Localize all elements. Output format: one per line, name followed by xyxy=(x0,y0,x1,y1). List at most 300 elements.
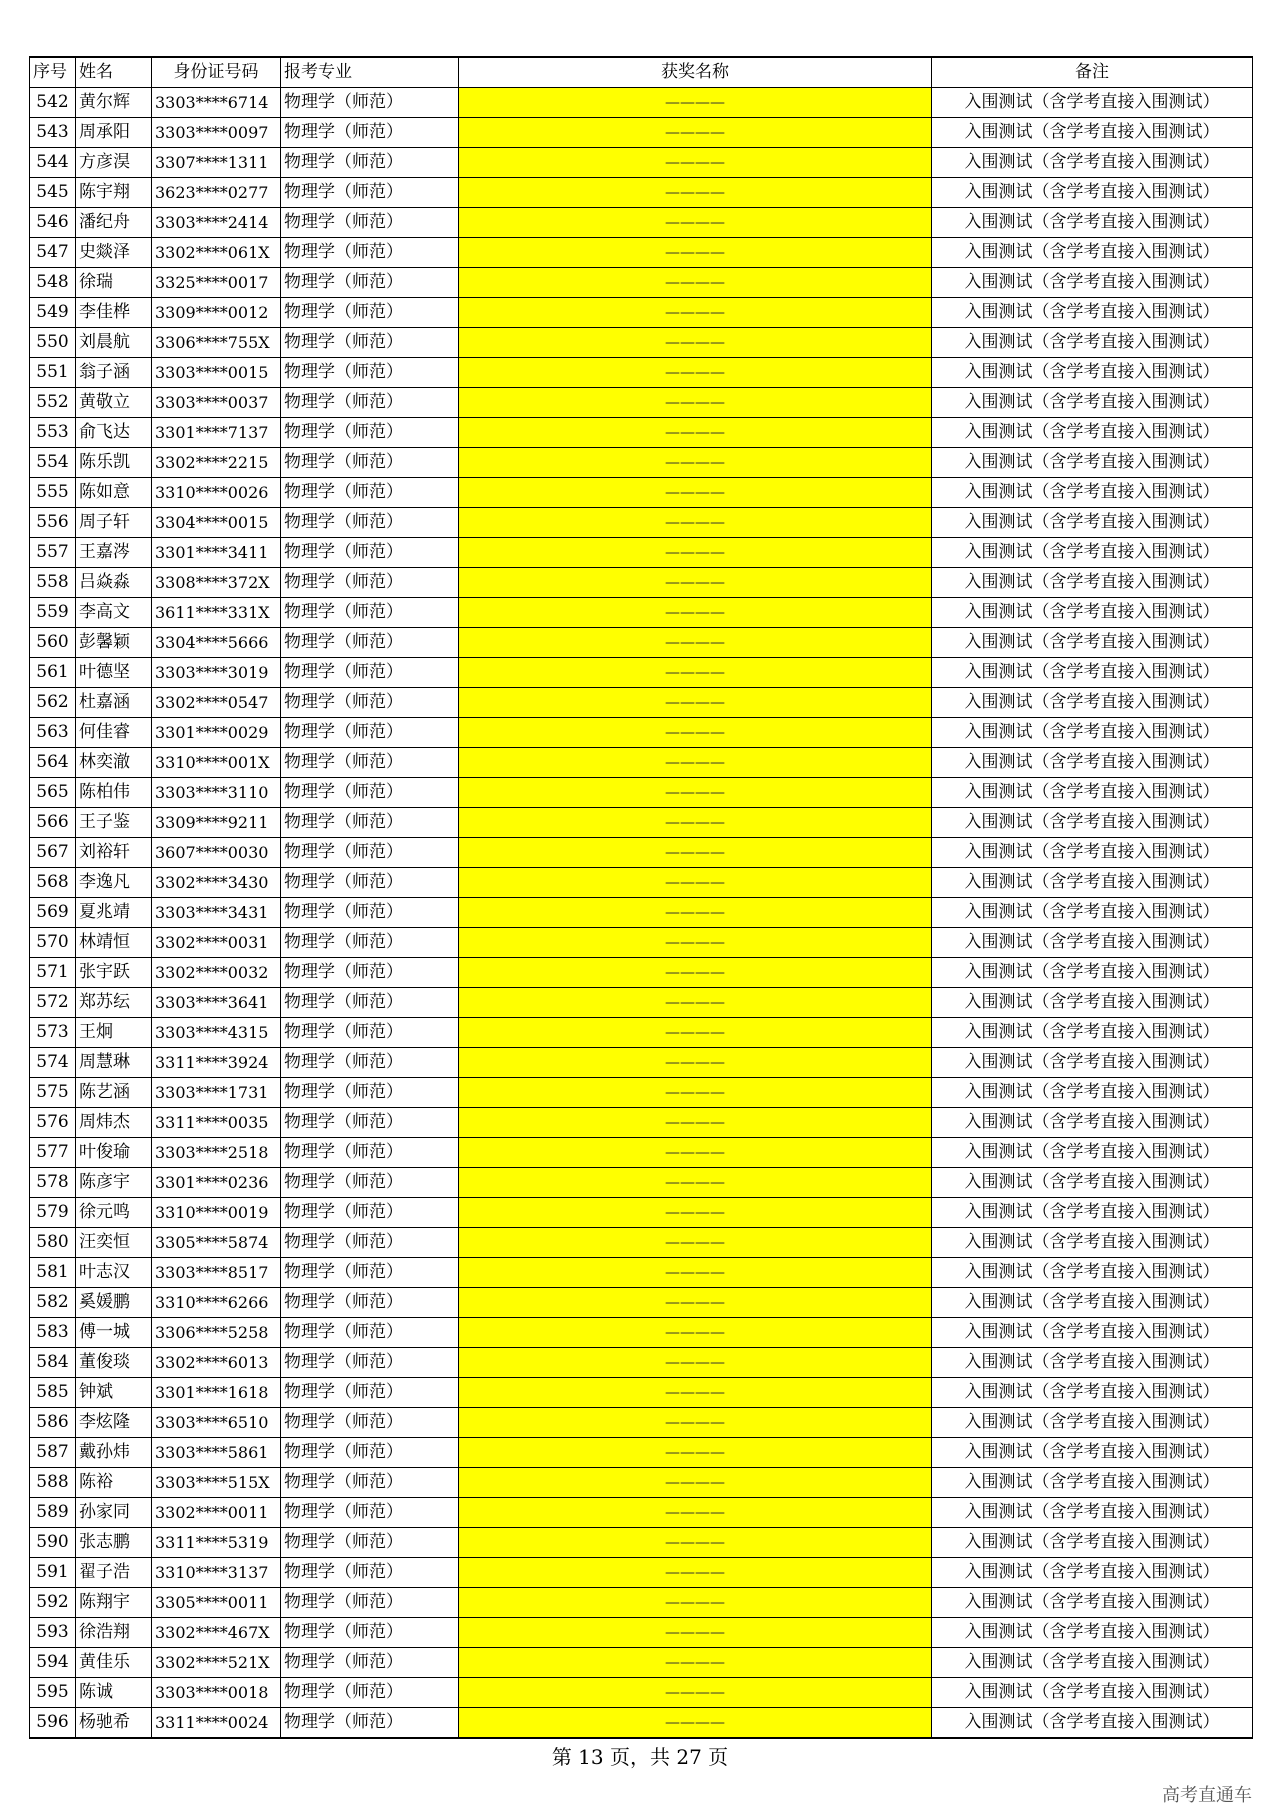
results-table xyxy=(29,56,1253,1739)
table-row xyxy=(30,1498,1253,1528)
cell-name: 杜嘉涵 xyxy=(76,688,152,718)
cell-id: 3303****3641 xyxy=(152,988,281,1018)
cell-seq: 586 xyxy=(30,1408,76,1438)
cell-name: 彭馨颖 xyxy=(76,628,152,658)
cell-name: 史燚泽 xyxy=(76,238,152,268)
cell-seq: 581 xyxy=(30,1258,76,1288)
cell-major: 物理学（师范） xyxy=(281,1198,459,1228)
cell-seq: 548 xyxy=(30,268,76,298)
cell-name: 徐瑞 xyxy=(76,268,152,298)
cell-id: 3302****0032 xyxy=(152,958,281,988)
cell-id: 3303****3431 xyxy=(152,898,281,928)
cell-note: 入围测试（含学考直接入围测试） xyxy=(932,1108,1253,1138)
cell-name: 周慧琳 xyxy=(76,1048,152,1078)
table-row xyxy=(30,658,1253,688)
cell-note: 入围测试（含学考直接入围测试） xyxy=(932,388,1253,418)
cell-seq: 570 xyxy=(30,928,76,958)
cell-id: 3303****3019 xyxy=(152,658,281,688)
table-row xyxy=(30,1438,1253,1468)
cell-seq: 553 xyxy=(30,418,76,448)
cell-id: 3311****0024 xyxy=(152,1708,281,1739)
cell-major: 物理学（师范） xyxy=(281,208,459,238)
cell-id: 3309****9211 xyxy=(152,808,281,838)
cell-award: ———— xyxy=(459,1018,932,1048)
cell-major: 物理学（师范） xyxy=(281,238,459,268)
cell-id: 3611****331X xyxy=(152,598,281,628)
cell-seq: 587 xyxy=(30,1438,76,1468)
cell-name: 王子鉴 xyxy=(76,808,152,838)
table-row xyxy=(30,1348,1253,1378)
cell-id: 3310****3137 xyxy=(152,1558,281,1588)
cell-award: ———— xyxy=(459,838,932,868)
cell-id: 3302****0031 xyxy=(152,928,281,958)
cell-id: 3310****0026 xyxy=(152,478,281,508)
cell-seq: 577 xyxy=(30,1138,76,1168)
cell-award: ———— xyxy=(459,1108,932,1138)
cell-major: 物理学（师范） xyxy=(281,808,459,838)
cell-major: 物理学（师范） xyxy=(281,1108,459,1138)
table-row xyxy=(30,538,1253,568)
cell-major: 物理学（师范） xyxy=(281,538,459,568)
cell-award: ———— xyxy=(459,718,932,748)
cell-id: 3305****5874 xyxy=(152,1228,281,1258)
cell-seq: 544 xyxy=(30,148,76,178)
cell-id: 3310****001X xyxy=(152,748,281,778)
cell-id: 3303****2518 xyxy=(152,1138,281,1168)
table-row xyxy=(30,1468,1253,1498)
cell-seq: 557 xyxy=(30,538,76,568)
table-row xyxy=(30,1528,1253,1558)
cell-major: 物理学（师范） xyxy=(281,718,459,748)
cell-note: 入围测试（含学考直接入围测试） xyxy=(932,1288,1253,1318)
cell-name: 翁子涵 xyxy=(76,358,152,388)
cell-major: 物理学（师范） xyxy=(281,268,459,298)
cell-id: 3303****1731 xyxy=(152,1078,281,1108)
cell-id: 3303****0015 xyxy=(152,358,281,388)
cell-name: 李高文 xyxy=(76,598,152,628)
cell-name: 钟斌 xyxy=(76,1378,152,1408)
cell-award: ———— xyxy=(459,328,932,358)
table-row xyxy=(30,1708,1253,1739)
cell-name: 叶德坚 xyxy=(76,658,152,688)
cell-name: 周子轩 xyxy=(76,508,152,538)
cell-seq: 563 xyxy=(30,718,76,748)
cell-id: 3302****0547 xyxy=(152,688,281,718)
cell-name: 徐元鸣 xyxy=(76,1198,152,1228)
table-row xyxy=(30,628,1253,658)
cell-award: ———— xyxy=(459,1228,932,1258)
cell-seq: 554 xyxy=(30,448,76,478)
cell-seq: 583 xyxy=(30,1318,76,1348)
cell-award: ———— xyxy=(459,1438,932,1468)
cell-id: 3623****0277 xyxy=(152,178,281,208)
cell-seq: 592 xyxy=(30,1588,76,1618)
cell-major: 物理学（师范） xyxy=(281,448,459,478)
cell-name: 方彦淏 xyxy=(76,148,152,178)
table-row xyxy=(30,598,1253,628)
table-row xyxy=(30,1258,1253,1288)
cell-id: 3303****0037 xyxy=(152,388,281,418)
cell-award: ———— xyxy=(459,868,932,898)
cell-name: 刘晨航 xyxy=(76,328,152,358)
cell-name: 林靖恒 xyxy=(76,928,152,958)
cell-note: 入围测试（含学考直接入围测试） xyxy=(932,148,1253,178)
table-body xyxy=(30,88,1253,1739)
cell-seq: 593 xyxy=(30,1618,76,1648)
cell-award: ———— xyxy=(459,1348,932,1378)
header-major: 报考专业 xyxy=(281,57,459,88)
cell-award: ———— xyxy=(459,1408,932,1438)
cell-note: 入围测试（含学考直接入围测试） xyxy=(932,1558,1253,1588)
table-row xyxy=(30,1198,1253,1228)
cell-note: 入围测试（含学考直接入围测试） xyxy=(932,1378,1253,1408)
cell-major: 物理学（师范） xyxy=(281,958,459,988)
cell-major: 物理学（师范） xyxy=(281,1378,459,1408)
cell-note: 入围测试（含学考直接入围测试） xyxy=(932,598,1253,628)
cell-major: 物理学（师范） xyxy=(281,1498,459,1528)
cell-note: 入围测试（含学考直接入围测试） xyxy=(932,448,1253,478)
cell-seq: 573 xyxy=(30,1018,76,1048)
cell-major: 物理学（师范） xyxy=(281,688,459,718)
cell-major: 物理学（师范） xyxy=(281,1618,459,1648)
table-row xyxy=(30,958,1253,988)
cell-id: 3305****0011 xyxy=(152,1588,281,1618)
cell-seq: 547 xyxy=(30,238,76,268)
cell-id: 3306****5258 xyxy=(152,1318,281,1348)
cell-award: ———— xyxy=(459,478,932,508)
cell-note: 入围测试（含学考直接入围测试） xyxy=(932,748,1253,778)
cell-note: 入围测试（含学考直接入围测试） xyxy=(932,118,1253,148)
cell-id: 3306****755X xyxy=(152,328,281,358)
cell-id: 3303****3110 xyxy=(152,778,281,808)
cell-id: 3311****0035 xyxy=(152,1108,281,1138)
table-row xyxy=(30,568,1253,598)
cell-name: 戴孙炜 xyxy=(76,1438,152,1468)
table-row xyxy=(30,868,1253,898)
cell-note: 入围测试（含学考直接入围测试） xyxy=(932,1468,1253,1498)
cell-seq: 546 xyxy=(30,208,76,238)
table-row xyxy=(30,328,1253,358)
cell-seq: 578 xyxy=(30,1168,76,1198)
cell-award: ———— xyxy=(459,958,932,988)
cell-note: 入围测试（含学考直接入围测试） xyxy=(932,1258,1253,1288)
cell-award: ———— xyxy=(459,1078,932,1108)
table-row xyxy=(30,898,1253,928)
cell-id: 3303****4315 xyxy=(152,1018,281,1048)
cell-name: 王嘉涔 xyxy=(76,538,152,568)
cell-note: 入围测试（含学考直接入围测试） xyxy=(932,1138,1253,1168)
cell-award: ———— xyxy=(459,1528,932,1558)
table-row xyxy=(30,688,1253,718)
table-row xyxy=(30,988,1253,1018)
cell-note: 入围测试（含学考直接入围测试） xyxy=(932,1648,1253,1678)
table-row xyxy=(30,1078,1253,1108)
cell-id: 3302****0011 xyxy=(152,1498,281,1528)
table-row xyxy=(30,148,1253,178)
cell-major: 物理学（师范） xyxy=(281,1228,459,1258)
cell-major: 物理学（师范） xyxy=(281,778,459,808)
cell-name: 王炯 xyxy=(76,1018,152,1048)
cell-seq: 556 xyxy=(30,508,76,538)
cell-note: 入围测试（含学考直接入围测试） xyxy=(932,628,1253,658)
cell-major: 物理学（师范） xyxy=(281,868,459,898)
cell-id: 3607****0030 xyxy=(152,838,281,868)
cell-award: ———— xyxy=(459,748,932,778)
cell-id: 3310****6266 xyxy=(152,1288,281,1318)
cell-seq: 567 xyxy=(30,838,76,868)
cell-id: 3302****061X xyxy=(152,238,281,268)
table-row xyxy=(30,1588,1253,1618)
cell-id: 3303****8517 xyxy=(152,1258,281,1288)
cell-note: 入围测试（含学考直接入围测试） xyxy=(932,1498,1253,1528)
cell-major: 物理学（师范） xyxy=(281,148,459,178)
cell-award: ———— xyxy=(459,238,932,268)
cell-major: 物理学（师范） xyxy=(281,118,459,148)
cell-award: ———— xyxy=(459,358,932,388)
cell-award: ———— xyxy=(459,1318,932,1348)
cell-award: ———— xyxy=(459,388,932,418)
cell-name: 徐浩翔 xyxy=(76,1618,152,1648)
cell-id: 3308****372X xyxy=(152,568,281,598)
cell-major: 物理学（师范） xyxy=(281,1408,459,1438)
cell-award: ———— xyxy=(459,1588,932,1618)
table-row xyxy=(30,1648,1253,1678)
cell-award: ———— xyxy=(459,1678,932,1708)
cell-note: 入围测试（含学考直接入围测试） xyxy=(932,778,1253,808)
cell-major: 物理学（师范） xyxy=(281,508,459,538)
cell-major: 物理学（师范） xyxy=(281,1048,459,1078)
cell-award: ———— xyxy=(459,178,932,208)
cell-note: 入围测试（含学考直接入围测试） xyxy=(932,868,1253,898)
cell-name: 张志鹏 xyxy=(76,1528,152,1558)
cell-major: 物理学（师范） xyxy=(281,358,459,388)
cell-major: 物理学（师范） xyxy=(281,928,459,958)
cell-id: 3303****0018 xyxy=(152,1678,281,1708)
cell-name: 刘裕轩 xyxy=(76,838,152,868)
cell-name: 陈柏伟 xyxy=(76,778,152,808)
table-row xyxy=(30,748,1253,778)
cell-note: 入围测试（含学考直接入围测试） xyxy=(932,1048,1253,1078)
cell-major: 物理学（师范） xyxy=(281,898,459,928)
cell-note: 入围测试（含学考直接入围测试） xyxy=(932,538,1253,568)
cell-major: 物理学（师范） xyxy=(281,1018,459,1048)
cell-major: 物理学（师范） xyxy=(281,1168,459,1198)
cell-name: 李佳桦 xyxy=(76,298,152,328)
cell-note: 入围测试（含学考直接入围测试） xyxy=(932,1708,1253,1739)
cell-major: 物理学（师范） xyxy=(281,1438,459,1468)
cell-note: 入围测试（含学考直接入围测试） xyxy=(932,298,1253,328)
cell-award: ———— xyxy=(459,538,932,568)
cell-major: 物理学（师范） xyxy=(281,1468,459,1498)
cell-id: 3309****0012 xyxy=(152,298,281,328)
cell-id: 3303****5861 xyxy=(152,1438,281,1468)
table-row xyxy=(30,178,1253,208)
header-id: 身份证号码 xyxy=(152,57,281,88)
cell-id: 3301****7137 xyxy=(152,418,281,448)
table-row xyxy=(30,1228,1253,1258)
cell-award: ———— xyxy=(459,88,932,118)
cell-award: ———— xyxy=(459,1258,932,1288)
cell-id: 3302****6013 xyxy=(152,1348,281,1378)
cell-seq: 564 xyxy=(30,748,76,778)
cell-award: ———— xyxy=(459,928,932,958)
cell-award: ———— xyxy=(459,298,932,328)
cell-major: 物理学（师范） xyxy=(281,478,459,508)
cell-major: 物理学（师范） xyxy=(281,1528,459,1558)
cell-name: 陈宇翔 xyxy=(76,178,152,208)
cell-award: ———— xyxy=(459,508,932,538)
cell-award: ———— xyxy=(459,1198,932,1228)
cell-note: 入围测试（含学考直接入围测试） xyxy=(932,208,1253,238)
table-row xyxy=(30,238,1253,268)
cell-award: ———— xyxy=(459,418,932,448)
table-row xyxy=(30,838,1253,868)
cell-name: 陈诚 xyxy=(76,1678,152,1708)
table-row xyxy=(30,1168,1253,1198)
cell-name: 陈艺涵 xyxy=(76,1078,152,1108)
table-row xyxy=(30,1318,1253,1348)
cell-note: 入围测试（含学考直接入围测试） xyxy=(932,718,1253,748)
cell-major: 物理学（师范） xyxy=(281,658,459,688)
cell-award: ———— xyxy=(459,988,932,1018)
cell-id: 3307****1311 xyxy=(152,148,281,178)
cell-id: 3303****2414 xyxy=(152,208,281,238)
cell-seq: 551 xyxy=(30,358,76,388)
cell-note: 入围测试（含学考直接入围测试） xyxy=(932,1348,1253,1378)
cell-note: 入围测试（含学考直接入围测试） xyxy=(932,88,1253,118)
cell-name: 夏兆靖 xyxy=(76,898,152,928)
table-row xyxy=(30,1048,1253,1078)
table-row xyxy=(30,358,1253,388)
cell-note: 入围测试（含学考直接入围测试） xyxy=(932,568,1253,598)
cell-name: 李炫隆 xyxy=(76,1408,152,1438)
cell-seq: 549 xyxy=(30,298,76,328)
header-name: 姓名 xyxy=(76,57,152,88)
cell-major: 物理学（师范） xyxy=(281,598,459,628)
cell-name: 叶俊瑜 xyxy=(76,1138,152,1168)
table-row xyxy=(30,1138,1253,1168)
cell-id: 3302****521X xyxy=(152,1648,281,1678)
cell-award: ———— xyxy=(459,1708,932,1739)
cell-major: 物理学（师范） xyxy=(281,568,459,598)
cell-major: 物理学（师范） xyxy=(281,1588,459,1618)
cell-name: 陈彦宇 xyxy=(76,1168,152,1198)
table-row xyxy=(30,1288,1253,1318)
cell-seq: 585 xyxy=(30,1378,76,1408)
cell-major: 物理学（师范） xyxy=(281,418,459,448)
table-row xyxy=(30,118,1253,148)
cell-id: 3302****2215 xyxy=(152,448,281,478)
cell-note: 入围测试（含学考直接入围测试） xyxy=(932,1198,1253,1228)
cell-major: 物理学（师范） xyxy=(281,298,459,328)
cell-id: 3301****3411 xyxy=(152,538,281,568)
cell-note: 入围测试（含学考直接入围测试） xyxy=(932,1408,1253,1438)
cell-seq: 576 xyxy=(30,1108,76,1138)
cell-name: 黄尔辉 xyxy=(76,88,152,118)
cell-note: 入围测试（含学考直接入围测试） xyxy=(932,838,1253,868)
cell-major: 物理学（师范） xyxy=(281,1138,459,1168)
page-footer: 第 13 页，共 27 页 xyxy=(551,1745,729,1769)
cell-seq: 589 xyxy=(30,1498,76,1528)
table-header xyxy=(30,57,1253,88)
cell-award: ———— xyxy=(459,598,932,628)
cell-name: 杨驰希 xyxy=(76,1708,152,1739)
cell-seq: 560 xyxy=(30,628,76,658)
cell-id: 3303****0097 xyxy=(152,118,281,148)
cell-award: ———— xyxy=(459,1618,932,1648)
cell-id: 3311****5319 xyxy=(152,1528,281,1558)
cell-name: 汪奕恒 xyxy=(76,1228,152,1258)
cell-note: 入围测试（含学考直接入围测试） xyxy=(932,1438,1253,1468)
cell-note: 入围测试（含学考直接入围测试） xyxy=(932,478,1253,508)
cell-major: 物理学（师范） xyxy=(281,748,459,778)
cell-name: 林奕澈 xyxy=(76,748,152,778)
table-row xyxy=(30,928,1253,958)
cell-id: 3301****1618 xyxy=(152,1378,281,1408)
cell-seq: 550 xyxy=(30,328,76,358)
cell-name: 周炜杰 xyxy=(76,1108,152,1138)
cell-award: ———— xyxy=(459,778,932,808)
table-row xyxy=(30,508,1253,538)
cell-award: ———— xyxy=(459,148,932,178)
cell-seq: 575 xyxy=(30,1078,76,1108)
cell-name: 奚媛鹏 xyxy=(76,1288,152,1318)
cell-name: 陈翔宇 xyxy=(76,1588,152,1618)
cell-name: 郑苏纭 xyxy=(76,988,152,1018)
cell-note: 入围测试（含学考直接入围测试） xyxy=(932,1528,1253,1558)
table-row xyxy=(30,268,1253,298)
cell-award: ———— xyxy=(459,208,932,238)
cell-id: 3302****467X xyxy=(152,1618,281,1648)
cell-major: 物理学（师范） xyxy=(281,988,459,1018)
cell-name: 傅一城 xyxy=(76,1318,152,1348)
cell-note: 入围测试（含学考直接入围测试） xyxy=(932,1588,1253,1618)
cell-name: 何佳睿 xyxy=(76,718,152,748)
cell-id: 3301****0029 xyxy=(152,718,281,748)
cell-award: ———— xyxy=(459,118,932,148)
cell-name: 吕焱淼 xyxy=(76,568,152,598)
cell-note: 入围测试（含学考直接入围测试） xyxy=(932,1018,1253,1048)
table-row xyxy=(30,1618,1253,1648)
cell-major: 物理学（师范） xyxy=(281,628,459,658)
cell-seq: 569 xyxy=(30,898,76,928)
table-row xyxy=(30,1108,1253,1138)
cell-major: 物理学（师范） xyxy=(281,178,459,208)
cell-major: 物理学（师范） xyxy=(281,1708,459,1739)
cell-note: 入围测试（含学考直接入围测试） xyxy=(932,268,1253,298)
cell-seq: 571 xyxy=(30,958,76,988)
cell-note: 入围测试（含学考直接入围测试） xyxy=(932,178,1253,208)
cell-note: 入围测试（含学考直接入围测试） xyxy=(932,1618,1253,1648)
cell-id: 3311****3924 xyxy=(152,1048,281,1078)
cell-seq: 595 xyxy=(30,1678,76,1708)
cell-id: 3303****6510 xyxy=(152,1408,281,1438)
cell-note: 入围测试（含学考直接入围测试） xyxy=(932,418,1253,448)
cell-seq: 558 xyxy=(30,568,76,598)
table-row xyxy=(30,208,1253,238)
cell-id: 3303****515X xyxy=(152,1468,281,1498)
table-row xyxy=(30,448,1253,478)
cell-note: 入围测试（含学考直接入围测试） xyxy=(932,988,1253,1018)
cell-note: 入围测试（含学考直接入围测试） xyxy=(932,958,1253,988)
cell-id: 3304****5666 xyxy=(152,628,281,658)
cell-seq: 591 xyxy=(30,1558,76,1588)
cell-award: ———— xyxy=(459,1168,932,1198)
cell-seq: 582 xyxy=(30,1288,76,1318)
cell-note: 入围测试（含学考直接入围测试） xyxy=(932,358,1253,388)
cell-major: 物理学（师范） xyxy=(281,1648,459,1678)
cell-name: 周承阳 xyxy=(76,118,152,148)
